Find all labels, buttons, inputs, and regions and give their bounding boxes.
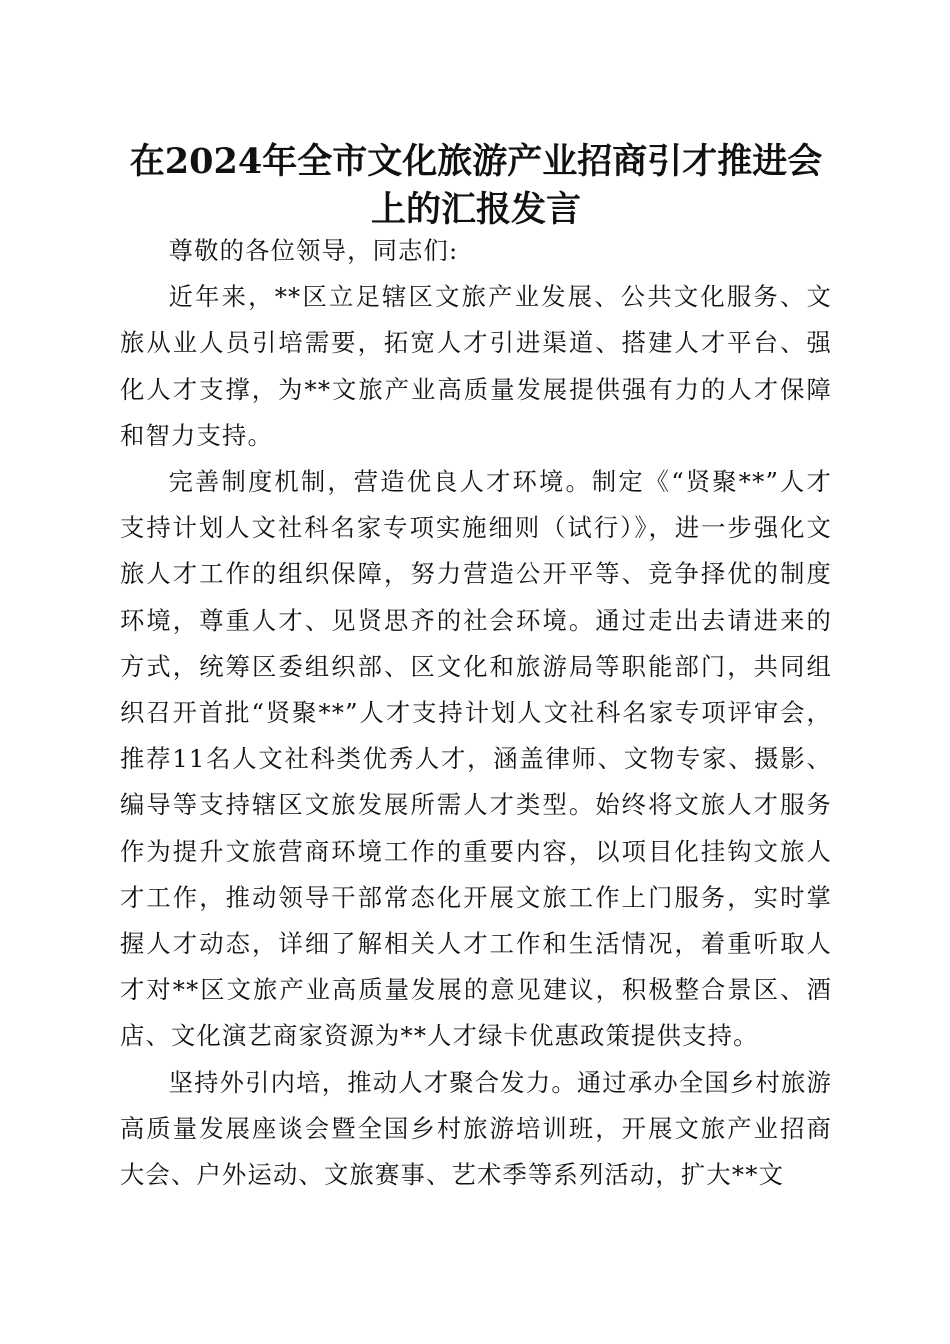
paragraph-talent-cultivation: 坚持外引内培，推动人才聚合发力。通过承办全国乡村旅游高质量发展座谈会暨全国乡村旅游培训班，开展文旅产业招商大会、户外运动、文旅赛事、艺术季等系列活动，扩大**文 bbox=[120, 1067, 832, 1190]
paragraph-intro: 近年来，**区立足辖区文旅产业发展、公共文化服务、文旅从业人员引培需要，拓宽人才引进渠道、搭建人才平台、强化人才支撑，为**文旅产业高质量发展提供强有力的人才保障和智力支持。 bbox=[120, 282, 832, 450]
document-body bbox=[120, 228, 832, 1198]
document-title: 在2024年全市文化旅游产业招商引才推进会上的汇报发言 bbox=[129, 141, 823, 230]
salutation: 尊敬的各位领导，同志们: bbox=[168, 236, 459, 265]
paragraph-mechanism: 完善制度机制，营造优良人才环境。制定《“贤聚**”人才支持计划人文社科名家专项实施细则（试行）》，进一步强化文旅人才工作的组织保障，努力营造公开平等、竞争择优的制度环境，尊重人才、见贤思齐的社会环境。通过走出去请进来的方式，统筹区委组织部、区文化和旅游局等职能部门，共同组织召开首批“贤聚**”人才支持计划人文社科名家专项评审会，推荐11名人文社科类优秀人才，涵盖律师、文物专家、摄影、编导等支持辖区文旅发展所需人才类型。始终将文旅人才服务作为提升文旅营商环境工作的重要内容，以项目化挂钩文旅人才工作，推动领导干部常态化开展文旅工作上门服务，实时掌握人才动态，详细了解相关人才工作和生活情况，着重听取人才对**区文旅产业高质量发展的意见建议，积极整合景区、酒店、文化演艺商家资源为**人才绿卡优惠政策提供支持。 bbox=[120, 467, 832, 1051]
